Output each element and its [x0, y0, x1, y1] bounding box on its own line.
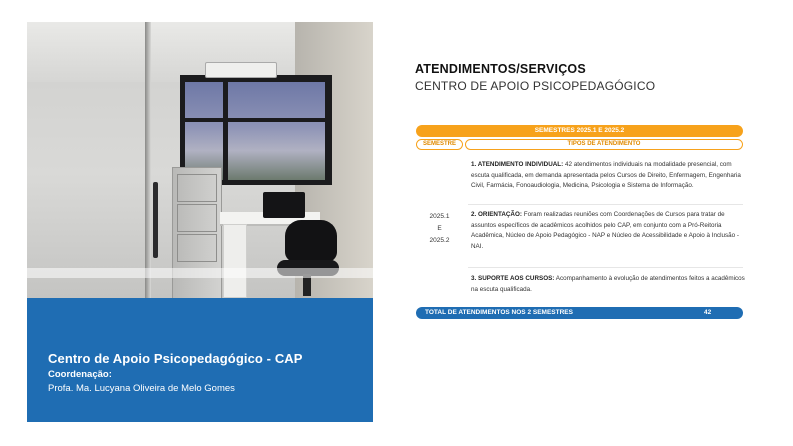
- caption-title: Centro de Apoio Psicopedagógico - CAP: [48, 351, 303, 366]
- coordinator-name: Profa. Ma. Lucyana Oliveira de Melo Gomes: [48, 383, 235, 394]
- page-subtitle: CENTRO DE APOIO PSICOPEDAGÓGICO: [415, 79, 656, 93]
- service-heading: 3. SUPORTE AOS CURSOS:: [471, 275, 555, 282]
- semester-line: 2025.1: [429, 213, 450, 220]
- window-glass: [185, 82, 325, 180]
- air-conditioner: [205, 62, 277, 78]
- cabinet-drawer: [177, 174, 217, 202]
- frosted-band: [27, 268, 373, 278]
- service-item: [471, 274, 746, 295]
- window-transom: [185, 118, 325, 122]
- service-item: [471, 210, 746, 252]
- caption-panel: [27, 298, 373, 422]
- semester-line: 2025.2: [429, 237, 450, 244]
- total-bar: [416, 307, 743, 319]
- office-photo: [27, 22, 373, 298]
- cabinet-drawer: [177, 234, 217, 262]
- semester-line: E: [437, 225, 442, 232]
- column-header-semestre: SEMESTRE: [416, 139, 463, 150]
- cabinet-drawer: [177, 204, 217, 232]
- service-heading: 2. ORIENTAÇÃO:: [471, 211, 522, 218]
- service-heading: 1. ATENDIMENTO INDIVIDUAL:: [471, 161, 564, 168]
- service-text: Foram realizadas reuniões com Coordenações de Cursos para tratar de assuntos específicos de acadêmicos acolhidos pelo CAP, em conjunto com a Pró-Reitoria Acadêmica, Núcleo de Apoio Pedagógico - NAP e Núcleo de Acessibilidade e Apoio à Inclusão - NAI.: [471, 211, 740, 250]
- semester-cell: [416, 211, 463, 247]
- monitor: [263, 192, 305, 218]
- page-title: ATENDIMENTOS/SERVIÇOS: [415, 62, 586, 76]
- total-value: 42: [704, 309, 712, 316]
- service-text: 42 atendimentos individuais na modalidade presencial, com escuta qualificada, em demanda apresentada pelos Cursos de Direito, Enfermagem, Engenharia Civil, Farmácia, Fonoaudiologia, Medicina, Psicologia e Sistema de Informação.: [471, 161, 741, 189]
- column-header-tipos: TIPOS DE ATENDIMENTO: [465, 139, 743, 150]
- window-mullion: [223, 82, 228, 180]
- semesters-bar: SEMESTRES 2025.1 E 2025.2: [416, 125, 743, 137]
- door-handle: [153, 182, 158, 258]
- coordination-label: Coordenação:: [48, 369, 112, 380]
- desk-drawers: [223, 224, 247, 298]
- total-label: TOTAL DE ATENDIMENTOS NOS 2 SEMESTRES: [425, 309, 573, 316]
- service-text: Acompanhamento à evolução de atendimentos feitos a acadêmicos na escuta qualificada.: [471, 275, 745, 293]
- row-divider: [468, 204, 743, 205]
- row-divider: [468, 267, 743, 268]
- glass-door-frame: [145, 22, 151, 298]
- chair-back: [285, 220, 337, 262]
- service-item: [471, 160, 746, 192]
